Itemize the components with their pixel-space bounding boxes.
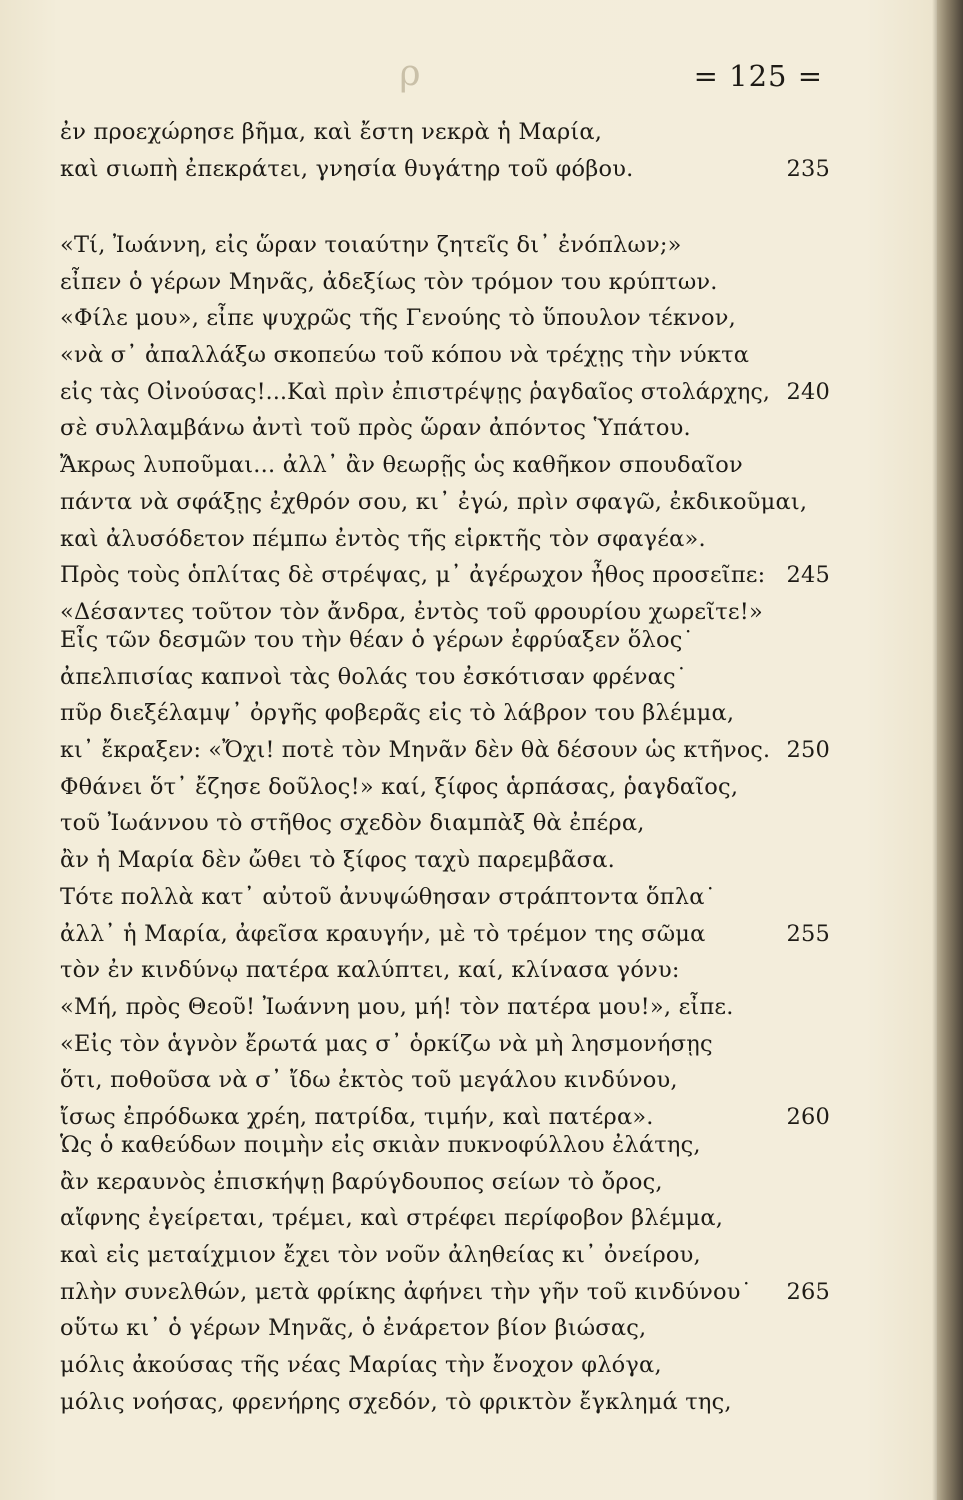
verse-line-text: «Μή, πρὸς Θεοῦ! Ἰωάννη μου, μή! τὸν πατέρα μου!», εἶπε. — [60, 993, 734, 1020]
verse-line-text: «Δέσαντες τοῦτον τὸν ἄνδρα, ἐντὸς τοῦ φρουρίου χωρεῖτε!» — [60, 598, 763, 625]
stanza-4 — [60, 1127, 830, 1421]
verse-line-text: Πρὸς τοὺς ὁπλίτας δὲ στρέψας, μ᾽ ἀγέρωχον ἦθος προσεῖπε: — [60, 562, 766, 589]
line-number: 265 — [786, 1278, 830, 1305]
verse-line-text: σὲ συλλαμβάνω ἀντὶ τοῦ πρὸς ὥραν ἀπόντος Ὑπάτου. — [60, 415, 691, 442]
verse-line — [60, 1200, 830, 1237]
line-number: 240 — [786, 378, 830, 405]
verse-line — [60, 337, 830, 374]
verse-line-text: πάντα νὰ σφάξῃς ἐχθρόν σου, κι᾽ ἐγώ, πρὶν σφαγῶ, ἐκδικοῦμαι, — [60, 488, 808, 515]
verse-line — [60, 732, 830, 769]
verse-line — [60, 842, 830, 879]
verse-line — [60, 1127, 830, 1164]
verse-line — [60, 114, 830, 151]
verse-line — [60, 879, 830, 916]
verse-line-text: πλὴν συνελθών, μετὰ φρίκης ἀφήνει τὴν γῆν τοῦ κινδύνου˙ — [60, 1278, 753, 1305]
verse-line — [60, 989, 830, 1026]
verse-line — [60, 1062, 830, 1099]
verse-line-text: ἴσως ἐπρόδωκα χρέη, πατρίδα, τιμήν, καὶ πατέρα». — [60, 1103, 654, 1130]
verse-line — [60, 1274, 830, 1311]
line-number: 260 — [786, 1103, 830, 1130]
verse-line — [60, 227, 830, 264]
verse-line — [60, 151, 830, 188]
page-number: = 125 = — [693, 59, 823, 93]
verse-line-text: μόλις ἀκούσας τῆς νέας Μαρίας τὴν ἔνοχον φλόγα, — [60, 1352, 662, 1379]
verse-line — [60, 557, 830, 594]
ink-mark: ρ — [399, 53, 421, 94]
verse-line-text: ἀπελπισίας καπνοὶ τὰς θολάς του ἐσκότισαν φρένας˙ — [60, 663, 688, 690]
verse-line-text: «νὰ σ᾽ ἀπαλλάξω σκοπεύω τοῦ κόπου νὰ τρέχῃς τὴν νύκτα — [60, 342, 750, 369]
verse-line-text: Φθάνει ὅτ᾽ ἔζησε δοῦλος!» καί, ξίφος ἁρπάσας, ῥαγδαῖος, — [60, 773, 739, 800]
verse-line-text: πῦρ διεξέλαμψ᾽ ὀργῆς φοβερᾶς εἰς τὸ λάβρον του βλέμμα, — [60, 700, 735, 727]
verse-line — [60, 447, 830, 484]
stanza-3 — [60, 622, 830, 1136]
verse-line-text: μόλις νοήσας, φρενήρης σχεδόν, τὸ φρικτὸν ἔγκλημά της, — [60, 1388, 732, 1415]
verse-line-text: αἴφνης ἐγείρεται, τρέμει, καὶ στρέφει περίφοβον βλέμμα, — [60, 1205, 724, 1232]
verse-line — [60, 300, 830, 337]
verse-line-text: οὕτω κι᾽ ὁ γέρων Μηνᾶς, ὁ ἐνάρετον βίον βιώσας, — [60, 1315, 647, 1342]
verse-line-text: καὶ εἰς μεταίχμιον ἔχει τὸν νοῦν ἀληθείας κι᾽ ὀνείρου, — [60, 1242, 701, 1269]
verse-line-text: τὸν ἐν κινδύνῳ πατέρα καλύπτει, καί, κλίνασα γόνυ: — [60, 957, 680, 984]
verse-line — [60, 264, 830, 301]
verse-line — [60, 484, 830, 521]
line-number: 255 — [786, 920, 830, 947]
verse-line-text: Ἄκρως λυποῦμαι... ἀλλ᾽ ἂν θεωρῇς ὡς καθῆκον σπουδαῖον — [60, 452, 743, 479]
verse-line-text: ἐν προεχώρησε βῆμα, καὶ ἔστη νεκρὰ ἡ Μαρία, — [60, 119, 603, 145]
verse-line — [60, 1026, 830, 1063]
verse-line-text: κι᾽ ἔκραξεν: «Ὄχι! ποτὲ τὸν Μηνᾶν δὲν θὰ δέσουν ὡς κτῆνος. — [60, 737, 771, 764]
verse-line — [60, 916, 830, 953]
verse-line — [60, 622, 830, 659]
verse-line-text: «Φίλε μου», εἶπε ψυχρῶς τῆς Γενούης τὸ ὕπουλον τέκνον, — [60, 305, 736, 332]
verse-line — [60, 521, 830, 558]
verse-line-text: Εἷς τῶν δεσμῶν του τὴν θέαν ὁ γέρων ἐφρύαξεν ὅλος˙ — [60, 627, 695, 653]
verse-line-text: καὶ ἀλυσόδετον πέμπω ἐντὸς τῆς εἱρκτῆς τὸν σφαγέα». — [60, 525, 706, 552]
verse-line — [60, 410, 830, 447]
verse-line-text: Ὡς ὁ καθεύδων ποιμὴν εἰς σκιὰν πυκνοφύλλου ἐλάτης, — [60, 1132, 701, 1158]
verse-line-text: «Τί, Ἰωάννη, εἰς ὥραν τοιαύτην ζητεῖς δι᾽ ἐνόπλων;» — [60, 232, 682, 258]
verse-line — [60, 1347, 830, 1384]
verse-line — [60, 1310, 830, 1347]
verse-line-text: καὶ σιωπὴ ἐπεκράτει, γνησία θυγάτηρ τοῦ φόβου. — [60, 155, 634, 182]
verse-line-text: Τότε πολλὰ κατ᾽ αὐτοῦ ἀνυψώθησαν στράπτοντα ὅπλα˙ — [60, 883, 717, 910]
verse-line-text: ἂν κεραυνὸς ἐπισκήψῃ βαρύγδουπος σείων τὸ ὄρος, — [60, 1168, 663, 1195]
verse-line-text: εἶπεν ὁ γέρων Μηνᾶς, ἀδεξίως τὸν τρόμον του κρύπτων. — [60, 268, 718, 295]
verse-line-text: ἂν ἡ Μαρία δὲν ὤθει τὸ ξίφος ταχὺ παρεμβᾶσα. — [60, 847, 615, 874]
verse-line-text: ἀλλ᾽ ἡ Μαρία, ἀφεῖσα κραυγήν, μὲ τὸ τρέμον της σῶμα — [60, 920, 706, 947]
verse-line — [60, 1384, 830, 1421]
book-spine — [937, 0, 963, 1500]
verse-line — [60, 769, 830, 806]
stanza-1 — [60, 114, 830, 187]
verse-line-text: εἰς τὰς Οἰνούσας!...Καὶ πρὶν ἐπιστρέψῃς ῥαγδαῖος στολάρχης, — [60, 378, 771, 405]
verse-line — [60, 1237, 830, 1274]
verse-line — [60, 805, 830, 842]
line-number: 250 — [786, 737, 830, 764]
verse-line — [60, 659, 830, 696]
line-number: 245 — [786, 562, 830, 589]
verse-line-text: «Εἰς τὸν ἁγνὸν ἔρωτά μας σ᾽ ὁρκίζω νὰ μὴ λησμονήσῃς — [60, 1030, 713, 1057]
line-number: 235 — [786, 155, 830, 182]
verse-line-text: ὅτι, ποθοῦσα νὰ σ᾽ ἴδω ἐκτὸς τοῦ μεγάλου κινδύνου, — [60, 1067, 678, 1094]
verse-line — [60, 1164, 830, 1201]
verse-line — [60, 695, 830, 732]
verse-line — [60, 952, 830, 989]
stanza-2 — [60, 227, 830, 631]
verse-line-text: τοῦ Ἰωάννου τὸ στῆθος σχεδὸν διαμπὰξ θὰ ἐπέρα, — [60, 810, 645, 837]
verse-line — [60, 374, 830, 411]
